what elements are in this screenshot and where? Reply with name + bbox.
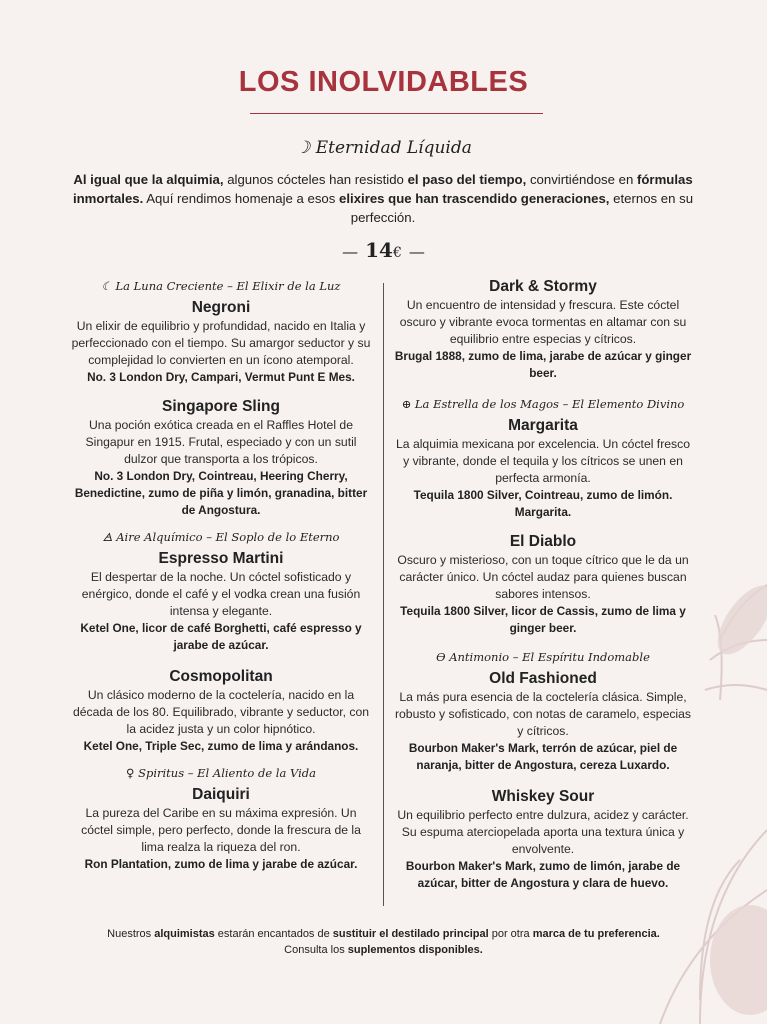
section-subtitle <box>0 138 767 158</box>
drink-singapore-sling: Singapore Sling Una poción exótica creada en el Raffles Hotel de Singapur en 1915. Frutal, especiado y con un sutil dulzor que transporta a los trópicos. No. 3 London Dry, Cointreau, Heering Cherry, Benedictine, zumo de piña y limón, granadina, bitter de Angostura. <box>74 398 368 517</box>
air-alchemy-icon: 🜁 <box>102 530 113 544</box>
category-estrella-magos: ⊕ La Estrella de los Magos – El Elemento Divino <box>401 397 685 411</box>
category-luna-creciente: ☾ La Luna Creciente – El Elixir de la Luz <box>101 279 341 293</box>
antimony-icon: ϴ <box>436 650 446 664</box>
page-title: LOS INOLVIDABLES <box>238 66 529 98</box>
drink-cosmopolitan: Cosmopolitan Un clásico moderno de la coctelería, nacido en la década de los 80. Equilibrado, vibrante y seductor, con la acidez justa y un color hipnótico. Ketel One, Triple Sec, zumo de lima y arándanos. <box>72 668 370 753</box>
drink-negroni: Negroni Un elixir de equilibrio y profundidad, nacido en Italia y perfeccionado con el tiempo. Su amargor seductor y su complejidad lo convierten en un ícono atemporal. No. 3 London Dry, Campari, Vermut Punt E Mes. <box>71 299 371 384</box>
star-of-magi-icon: ⊕ <box>401 397 412 411</box>
category-aire-alquimico: 🜁 Aire Alquímico – El Soplo de lo Eterno <box>102 530 340 544</box>
title-underline <box>250 113 543 114</box>
drink-daiquiri: Daiquiri La pureza del Caribe en su máxima expresión. Un cóctel simple, pero perfecto, donde la frescura de la lima realza la riqueza del ron. Ron Plantation, zumo de lima y jarabe de azúcar. <box>81 786 361 871</box>
venus-icon: ♀ <box>126 766 135 780</box>
category-antimonio: ϴ Antimonio – El Espíritu Indomable <box>436 650 650 664</box>
crescent-icon: ☾ <box>101 279 112 293</box>
footer-note: Nuestros alquimistas estarán encantados de sustituir el destilado principal por otra marca de tu preferencia. Consulta los suplementos disponibles. <box>107 928 660 956</box>
price-value: 14 <box>365 238 393 262</box>
category-spiritus: ♀ Spiritus – El Aliento de la Vida <box>126 766 316 780</box>
intro-paragraph: Al igual que la alquimia, algunos cócteles han resistido el paso del tiempo, convirtiéndose en fórmulas inmortales. Aquí rendimos homenaje a esos elixires que han trascendido generaciones, eternos en su perfección. <box>72 172 694 225</box>
left-column <box>70 278 372 881</box>
drink-margarita: Margarita La alquimia mexicana por excelencia. Un cóctel fresco y vibrante, donde el tequila y los cítricos se unen en perfecta armonía. Tequila 1800 Silver, Cointreau, zumo de limón. Margarita. <box>396 417 690 519</box>
crescent-moon-icon: ☽ <box>295 138 311 158</box>
currency-symbol: € <box>392 245 402 261</box>
subtitle-text: Eternidad Líquida <box>315 138 472 158</box>
drink-espresso-martini: Espresso Martini El despertar de la noche. Un cóctel sofisticado y enérgico, donde el café y el vodka crean una fusión intensa y elegante. Ketel One, licor de café Borghetti, café espresso y jarabe de azúcar. <box>80 550 362 652</box>
drink-old-fashioned: Old Fashioned La más pura esencia de la coctelería clásica. Simple, robusto y sofisticado, con notas de caramelo, especias y cítricos. Bourbon Maker's Mark, terrón de azúcar, piel de naranja, bitter de Angostura, cereza Luxardo. <box>394 670 692 772</box>
column-divider <box>383 283 384 906</box>
drink-el-diablo: El Diablo Oscuro y misterioso, con un toque cítrico que le da un carácter único. Un cóctel audaz para quienes buscan sabores intensos. Tequila 1800 Silver, licor de Cassis, zumo de lima y ginger beer. <box>397 533 689 635</box>
drink-dark-stormy: Dark & Stormy Un encuentro de intensidad y frescura. Este cóctel oscuro y vibrante evoca tormentas en altamar con su equilibrio entre especias y cítricos. Brugal 1888, zumo de lima, jarabe de azúcar y ginger beer. <box>394 278 692 380</box>
price-tag: — 14€ — <box>342 238 425 262</box>
right-column <box>392 278 694 900</box>
drink-whiskey-sour: Whiskey Sour Un equilibrio perfecto entre dulzura, acidez y carácter. Su espuma aterciopelada aporta una textura única y envolvente. Bourbon Maker's Mark, zumo de limón, jarabe de azúcar, bitter de Angostura y clara de huevo. <box>397 788 689 890</box>
